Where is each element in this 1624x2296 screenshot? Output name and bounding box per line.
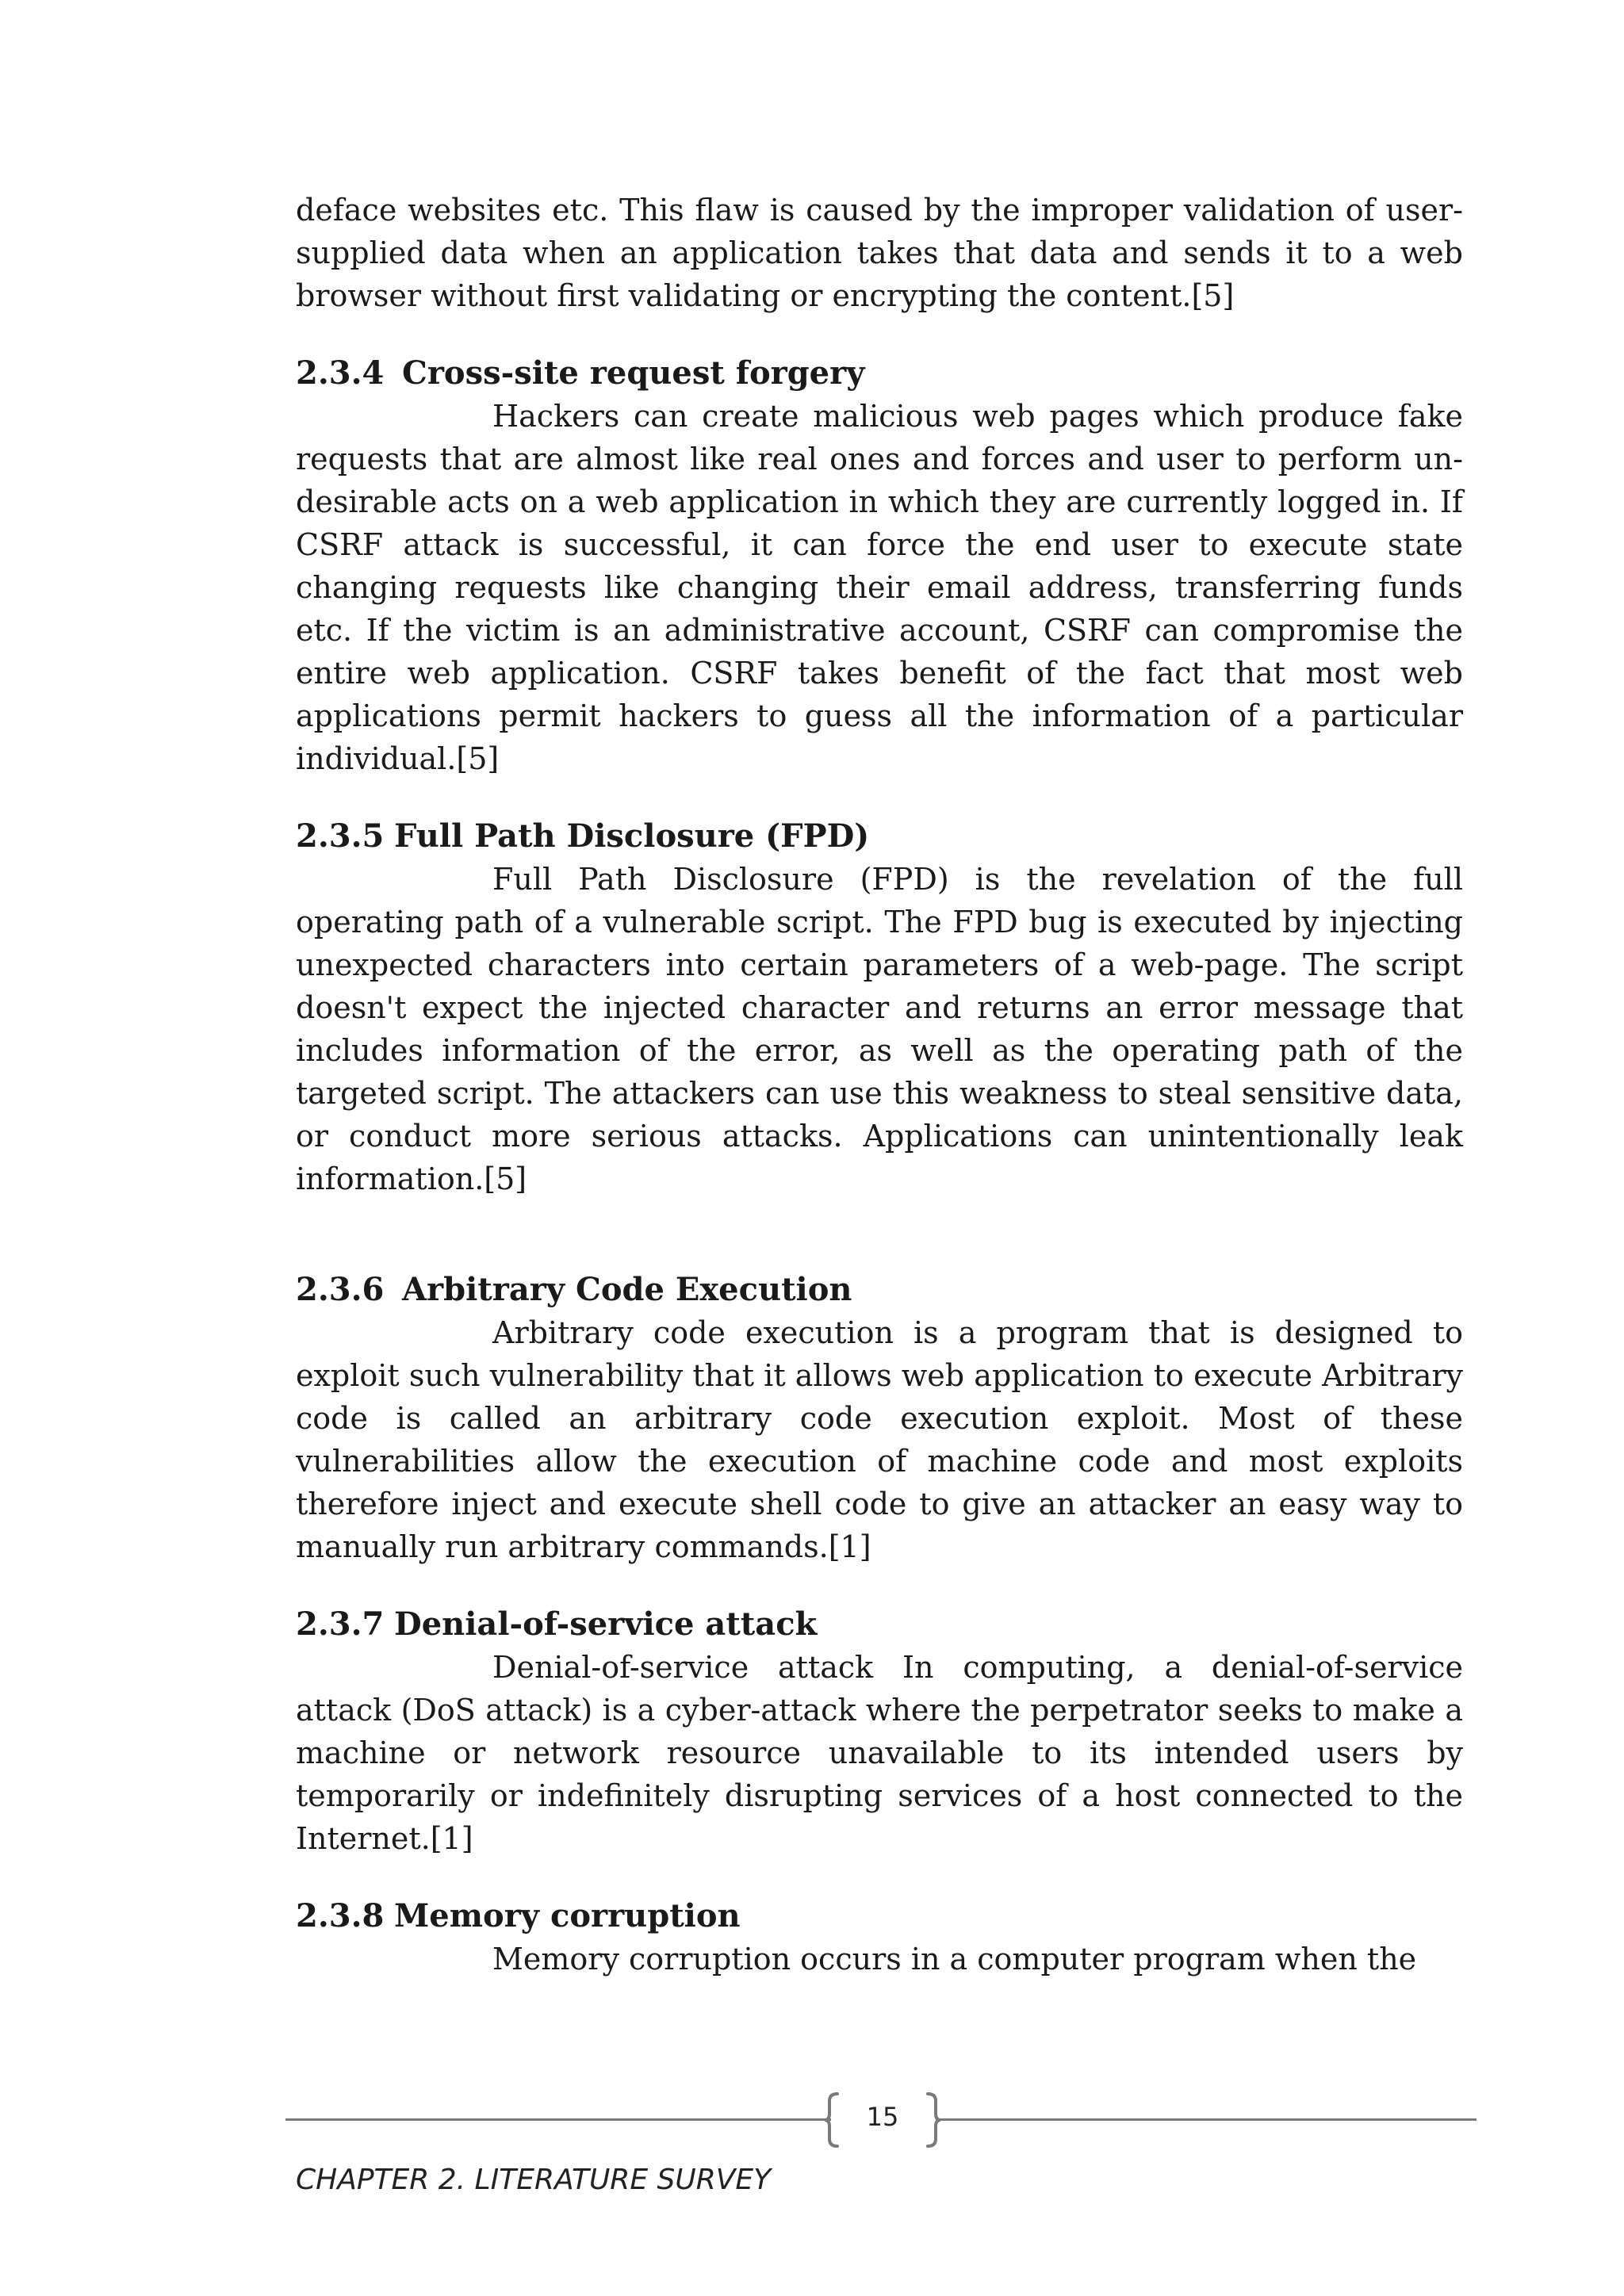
section-heading-2-3-8 (296, 1895, 1463, 1938)
section-heading-2-3-6 (296, 1269, 1463, 1311)
left-brace-icon (823, 2091, 841, 2149)
section-number: 2.3.6 (296, 1271, 385, 1308)
section-heading-2-3-5 (296, 815, 1463, 858)
section-number: 2.3.5 (296, 817, 385, 855)
section-number: 2.3.7 (296, 1605, 385, 1643)
section-title: Arbitrary Code Execution (402, 1271, 852, 1308)
section-body-2-3-4: Hackers can create malicious web pages which produce fake requests that are almost like real ones and forces and user to perform un-desirable acts on a web application in which they are currently logged in. If CSRF attack is successful, it can force the end user to execute state changing requests like changing their email address, transferring funds etc. If the victim is an administrative account, CSRF can compromise the entire web application. CSRF takes benefit of the fact that most web applications permit hackers to guess all the information of a particular individual.[5] (296, 399, 1463, 776)
section-heading-2-3-4 (296, 352, 1463, 395)
right-brace-icon (925, 2091, 942, 2149)
document-page (296, 189, 1463, 1980)
footer-rule-right (940, 2118, 1477, 2121)
section-number: 2.3.4 (296, 354, 385, 392)
chapter-footer-label: CHAPTER 2. LITERATURE SURVEY (296, 2164, 772, 2196)
intro-paragraph: deface websites etc. This flaw is caused by the improper validation of user-supplied data when an application takes that data and sends it to a web browser without first validating or encrypting the content.[5] (296, 193, 1463, 313)
section-body-2-3-6: Arbitrary code execution is a program that is designed to exploit such vulnerability that it allows web application to execute Arbitrary code is called an arbitrary code execution exploit. Most of these vulnerabilities allow the execution of machine code and most exploits therefore inject and execute shell code to give an attacker an easy way to manually run arbitrary commands.[1] (296, 1315, 1463, 1564)
section-body-2-3-8: Memory corruption occurs in a computer program when the (492, 1942, 1417, 1976)
section-title: Denial-of-service attack (394, 1605, 818, 1643)
footer-rule-left (285, 2118, 831, 2121)
section-title: Full Path Disclosure (FPD) (394, 817, 870, 855)
section-heading-2-3-7 (296, 1603, 1463, 1646)
section-body-2-3-5: Full Path Disclosure (FPD) is the revelation of the full operating path of a vulnerable script. The FPD bug is executed by injecting unexpected characters into certain parameters of a web-page. The script doesn't expect the injected character and returns an error message that includes information of the error, as well as the operating path of the targeted script. The attackers can use this weakness to steal sensitive data, or conduct more serious attacks. Applications can unintentionally leak information.[5] (296, 862, 1463, 1196)
section-number: 2.3.8 (296, 1897, 385, 1934)
section-title: Memory corruption (394, 1897, 741, 1934)
section-body-2-3-7: Denial-of-service attack In computing, a denial-of-service attack (DoS attack) is a cyber-attack where the perpetrator seeks to make a machine or network resource unavailable to its intended users by temporarily or indefinitely disrupting services of a host connected to the Internet.[1] (296, 1650, 1463, 1856)
section-title: Cross-site request forgery (402, 354, 865, 392)
page-number: 15 (866, 2102, 899, 2132)
